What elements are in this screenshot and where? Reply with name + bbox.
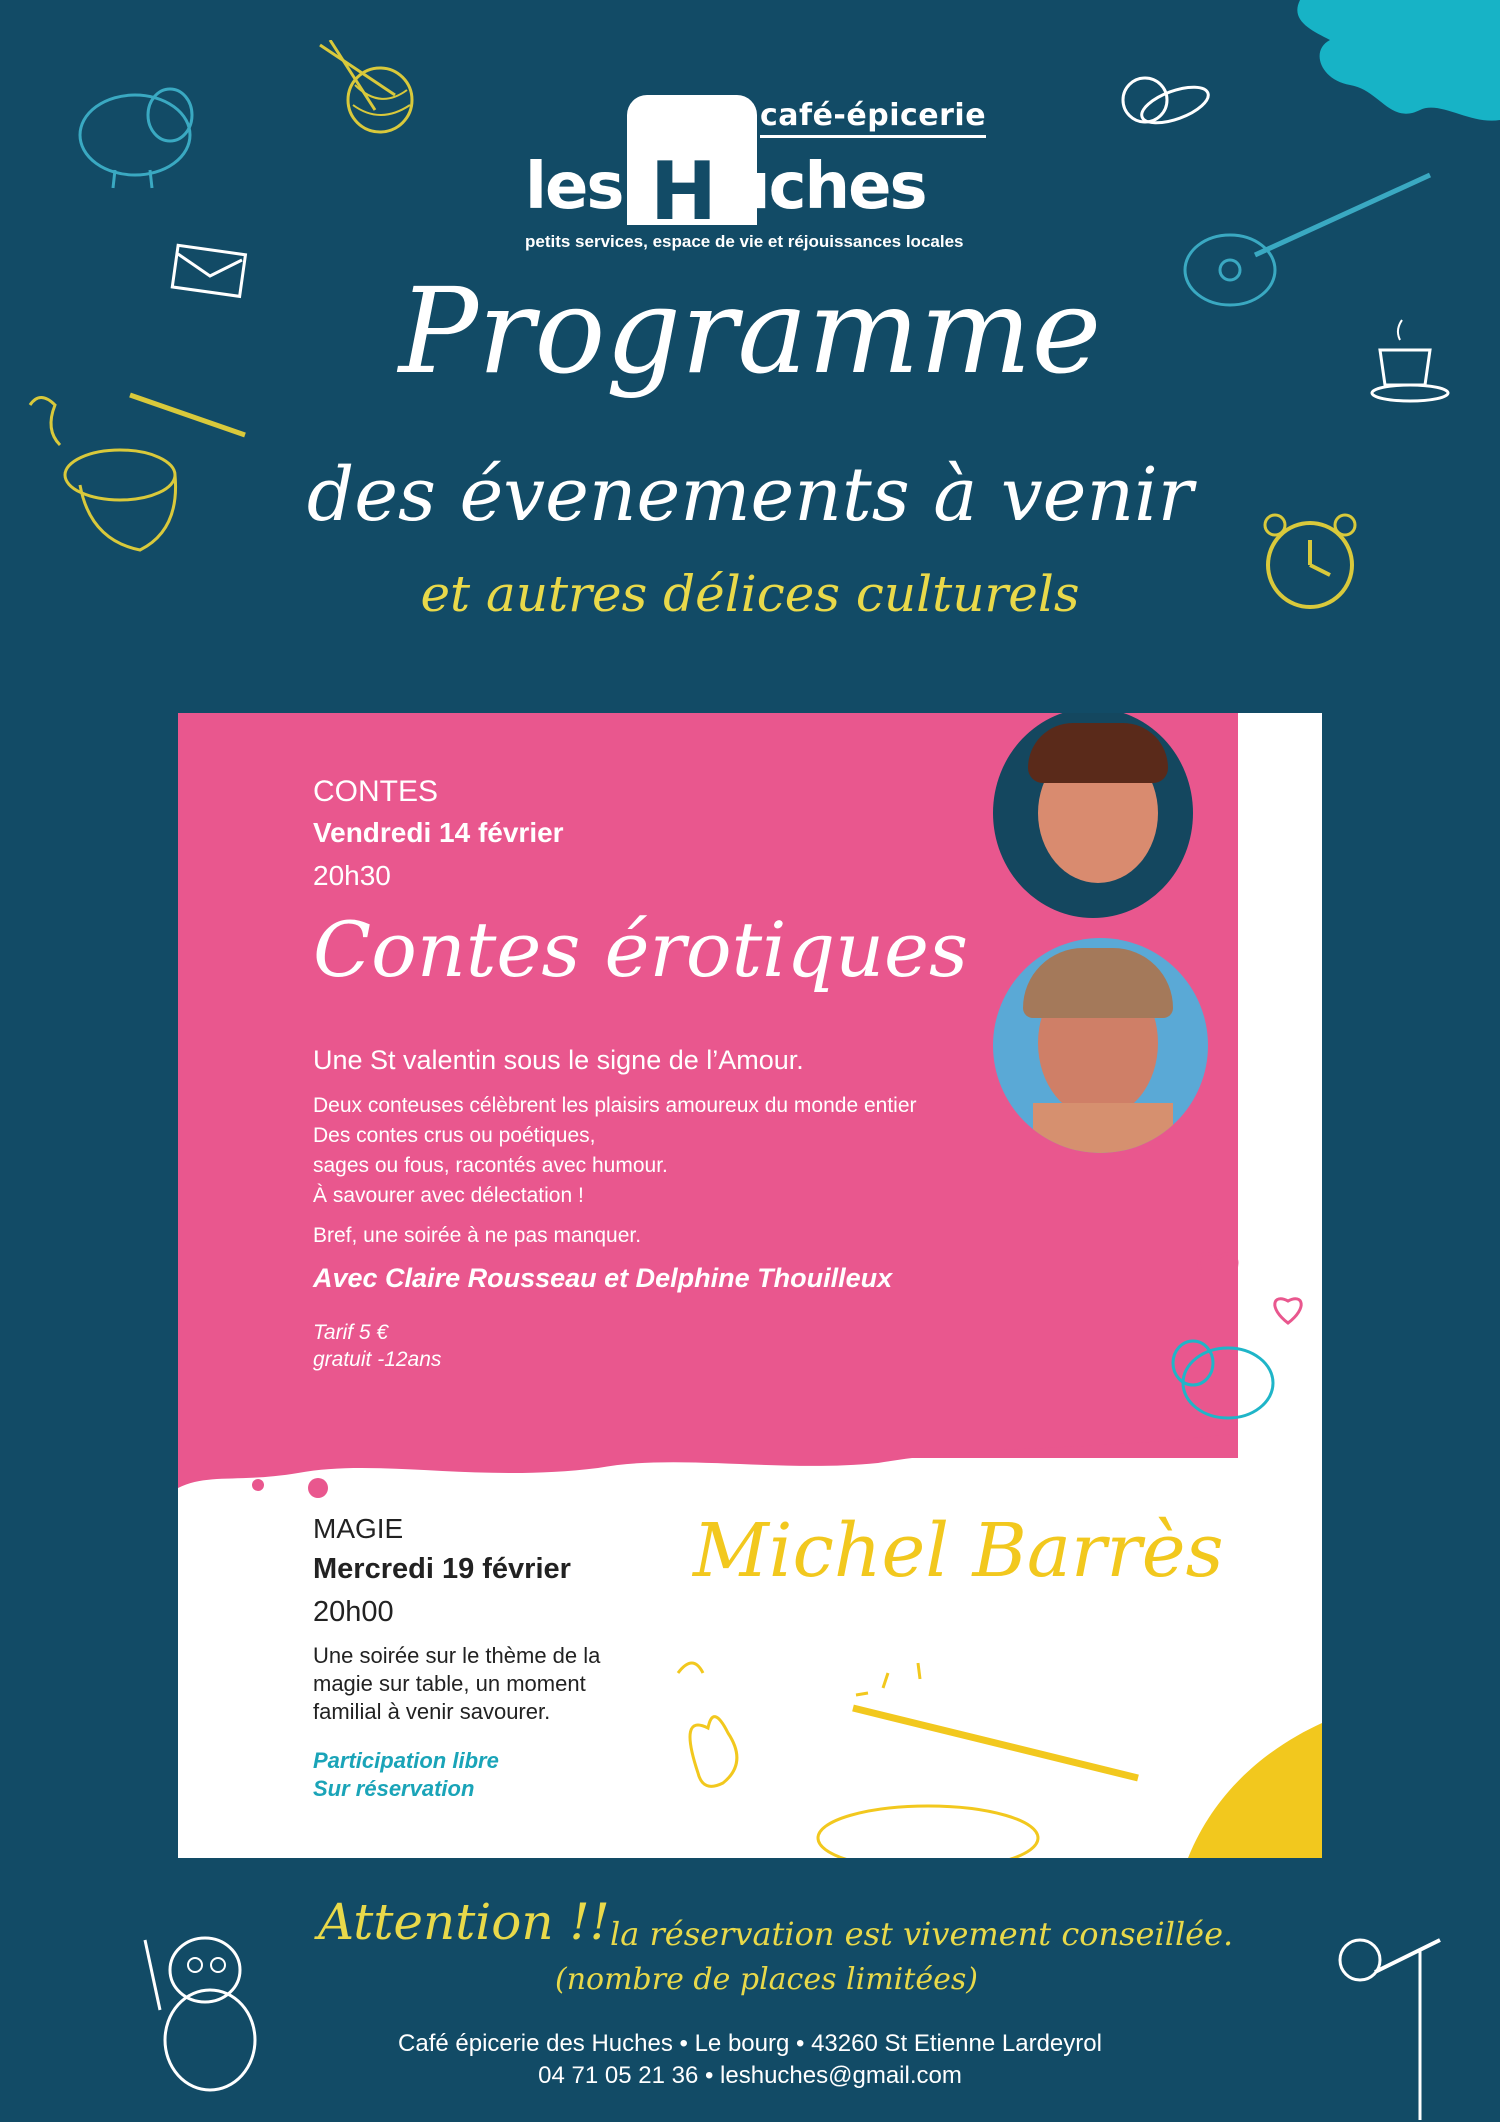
logo-h-letter: H <box>650 145 717 238</box>
event1-desc-3: sages ou fous, racontés avec humour. <box>313 1154 668 1177</box>
magic-doodles <box>638 1613 1322 1858</box>
attention-title: Attention !! <box>318 1893 610 1951</box>
cyan-splash <box>1270 0 1500 130</box>
event1-date: Vendredi 14 février <box>313 817 564 848</box>
pink-splash-edge <box>178 1413 1322 1503</box>
event2-desc-3: familial à venir savourer. <box>313 1699 551 1724</box>
footer-address: Café épicerie des Huches • Le bourg • 43260 St Etienne Lardeyrol <box>398 2030 1102 2057</box>
title-events: des évenements à venir <box>306 452 1194 538</box>
event2-artist-title: Michel Barrès <box>693 1508 1224 1594</box>
title-delices: et autres délices culturels <box>420 565 1080 623</box>
sheep-pointing-icon <box>130 1900 270 2100</box>
title-programme: Programme <box>398 262 1102 400</box>
yarn-icon <box>315 40 435 140</box>
event1-time: 20h30 <box>313 860 391 891</box>
sheep-icon <box>55 70 205 190</box>
logo-les-text: les <box>525 150 623 224</box>
attention-text: la réservation est vivement conseillée. <box>610 1915 1234 1953</box>
logo-huches-text: uches <box>725 150 926 224</box>
event1-desc-4: À savourer avec délectation ! <box>313 1184 584 1207</box>
portrait-delphine <box>993 938 1208 1153</box>
event1-title: Contes érotiques <box>313 905 969 994</box>
logo-cafe-text: café-épicerie <box>760 98 986 138</box>
sheep-small-icon <box>1158 1313 1288 1433</box>
attention-subtext: (nombre de places limitées) <box>555 1962 978 1997</box>
event2-desc-1: Une soirée sur le thème de la <box>313 1643 601 1668</box>
event2-time: 20h00 <box>313 1596 394 1628</box>
event1-desc-5: Bref, une soirée à ne pas manquer. <box>313 1224 642 1247</box>
apple-plate-icon <box>1105 60 1215 150</box>
event1-desc-1: Deux conteuses célèbrent les plaisirs amoureux du monde entier <box>313 1094 917 1117</box>
event1-price: Tarif 5 € <box>313 1321 389 1344</box>
event2-desc-2: magie sur table, un moment <box>313 1671 586 1696</box>
portrait-claire <box>993 713 1193 918</box>
footer-contact: 04 71 05 21 36 • leshuches@gmail.com <box>538 2062 962 2089</box>
event2-note-2: Sur réservation <box>313 1776 475 1801</box>
events-card <box>178 713 1322 1858</box>
event2-date: Mercredi 19 février <box>313 1553 571 1585</box>
event1-subtitle: Une St valentin sous le signe de l’Amour. <box>313 1045 804 1075</box>
logo-tagline: petits services, espace de vie et réjouissances locales <box>525 232 964 251</box>
microphone-icon <box>1330 1920 1470 2120</box>
event1-category: CONTES <box>313 775 439 808</box>
event2-note-1: Participation libre <box>313 1748 499 1773</box>
event2-category: MAGIE <box>313 1513 404 1544</box>
event1-desc-2: Des contes crus ou poétiques, <box>313 1124 596 1147</box>
event1-price-kids: gratuit -12ans <box>313 1348 442 1371</box>
event1-artists: Avec Claire Rousseau et Delphine Thouilleux <box>313 1263 893 1293</box>
